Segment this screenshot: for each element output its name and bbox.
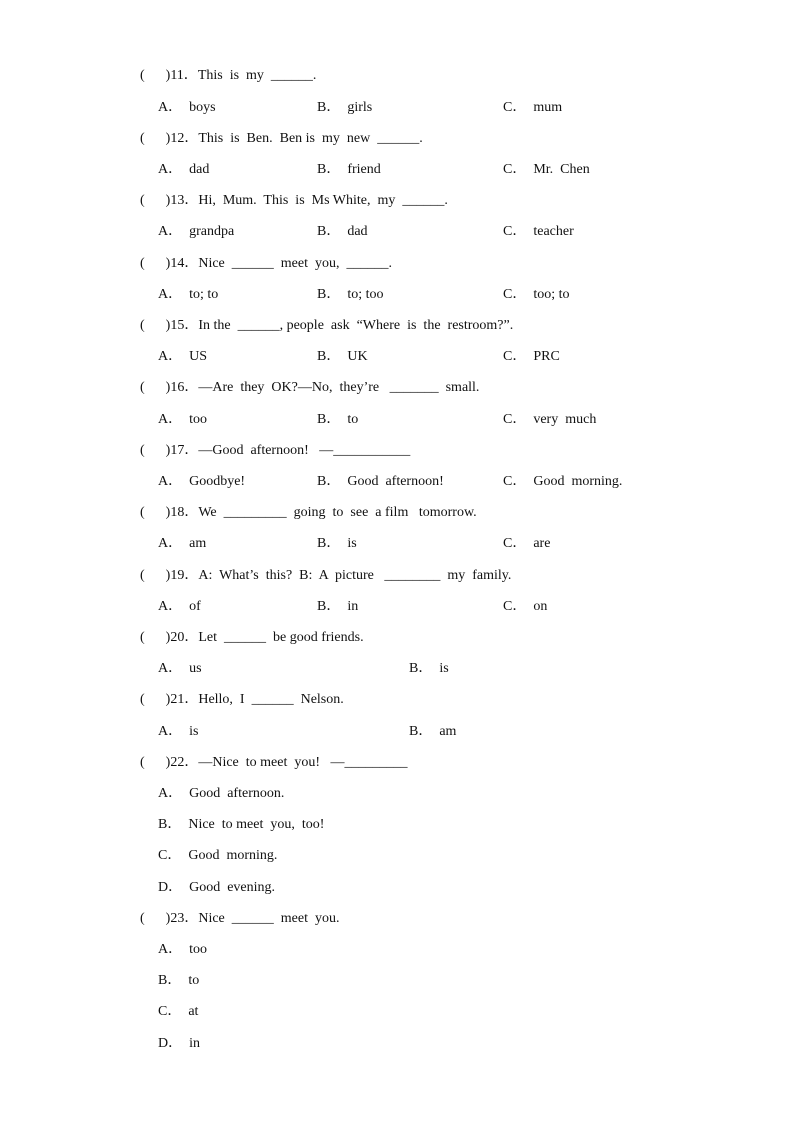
- option-b[interactable]: B． friend: [317, 162, 381, 177]
- question-stem: ( )19．A: What’s this? B: A picture ________ my family.: [140, 568, 512, 583]
- option-a[interactable]: A． too: [158, 942, 207, 957]
- option-a[interactable]: A． of: [158, 599, 201, 614]
- option-a[interactable]: A． Good afternoon.: [158, 786, 285, 801]
- option-b[interactable]: B． is: [317, 536, 357, 551]
- option-c[interactable]: C． PRC: [503, 349, 560, 364]
- option-b[interactable]: B． to; too: [317, 287, 384, 302]
- option-c[interactable]: C． too; to: [503, 287, 570, 302]
- question-stem: ( )11．This is my ______.: [140, 68, 317, 83]
- option-a[interactable]: A． to; to: [158, 287, 219, 302]
- option-c[interactable]: C． on: [503, 599, 548, 614]
- option-a[interactable]: A． US: [158, 349, 208, 364]
- option-d[interactable]: D． in: [158, 1036, 200, 1051]
- option-b[interactable]: B． UK: [317, 349, 368, 364]
- option-a[interactable]: A． too: [158, 412, 207, 427]
- option-c[interactable]: C． at: [158, 1004, 199, 1019]
- question-stem: ( )23．Nice ______ meet you.: [140, 911, 340, 926]
- question-stem: ( )15．In the ______, people ask “Where is the restroom?”.: [140, 318, 514, 333]
- question-stem: ( )14．Nice ______ meet you, ______.: [140, 256, 392, 271]
- option-c[interactable]: C． teacher: [503, 224, 574, 239]
- question-stem: ( )22．—Nice to meet you! —_________: [140, 755, 408, 770]
- option-c[interactable]: C． are: [503, 536, 551, 551]
- option-b[interactable]: B． girls: [317, 100, 373, 115]
- option-b[interactable]: B． to: [158, 973, 200, 988]
- option-b[interactable]: B． in: [317, 599, 359, 614]
- question-stem: ( )20．Let ______ be good friends.: [140, 630, 364, 645]
- option-c[interactable]: C． Good morning.: [158, 848, 278, 863]
- question-stem: ( )17．—Good afternoon! —___________: [140, 443, 411, 458]
- option-c[interactable]: C． very much: [503, 412, 597, 427]
- option-b[interactable]: B． dad: [317, 224, 368, 239]
- question-stem: ( )16．—Are they OK?—No, they’re _______ small.: [140, 380, 480, 395]
- option-a[interactable]: A． Goodbye!: [158, 474, 246, 489]
- option-a[interactable]: A． dad: [158, 162, 210, 177]
- option-d[interactable]: D． Good evening.: [158, 880, 276, 895]
- option-c[interactable]: C． Good morning.: [503, 474, 623, 489]
- question-stem: ( )12．This is Ben. Ben is my new ______.: [140, 131, 423, 146]
- option-b[interactable]: B． is: [409, 661, 449, 676]
- option-b[interactable]: B． Good afternoon!: [317, 474, 444, 489]
- option-b[interactable]: B． am: [409, 724, 457, 739]
- option-a[interactable]: A． boys: [158, 100, 216, 115]
- option-c[interactable]: C． Mr. Chen: [503, 162, 590, 177]
- option-b[interactable]: B． to: [317, 412, 359, 427]
- option-a[interactable]: A． grandpa: [158, 224, 235, 239]
- question-stem: ( )21．Hello, I ______ Nelson.: [140, 692, 344, 707]
- question-stem: ( )13．Hi, Mum. This is Ms White, my ______.: [140, 193, 448, 208]
- option-a[interactable]: A． am: [158, 536, 207, 551]
- option-b[interactable]: B． Nice to meet you, too!: [158, 817, 325, 832]
- question-stem: ( )18．We _________ going to see a film tomorrow.: [140, 505, 477, 520]
- option-a[interactable]: A． us: [158, 661, 202, 676]
- option-c[interactable]: C． mum: [503, 100, 563, 115]
- option-a[interactable]: A． is: [158, 724, 199, 739]
